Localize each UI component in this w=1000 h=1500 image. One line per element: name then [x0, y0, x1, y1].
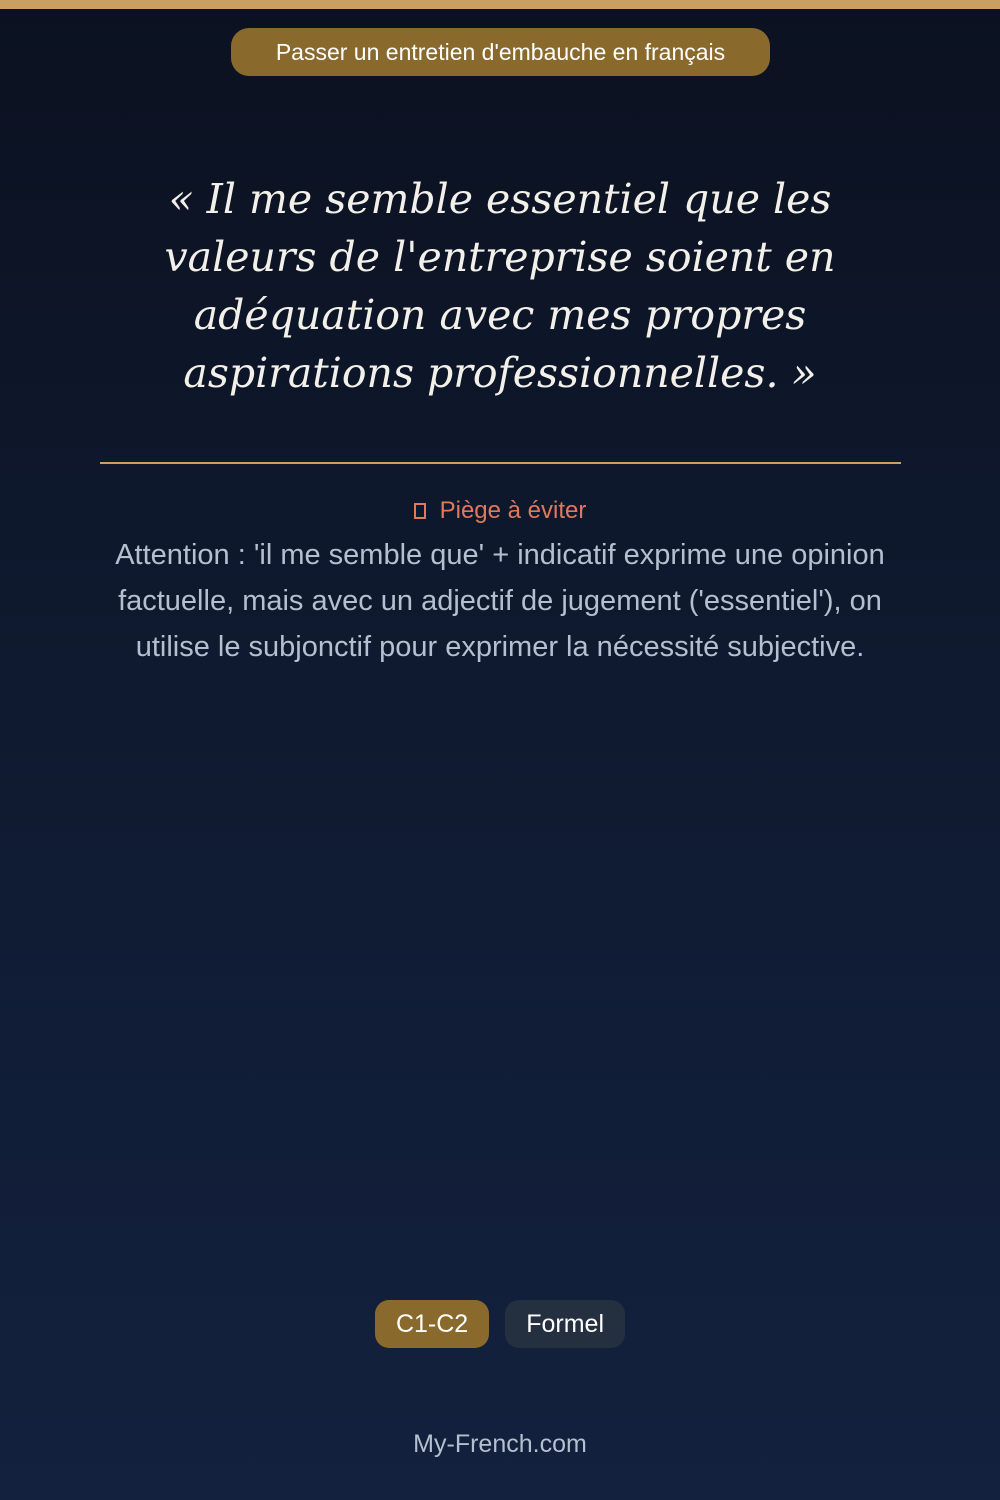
example-quote: « Il me semble essentiel que les valeurs de l'entreprise soient en adéquation avec mes propres aspirations professionnelles. »	[164, 175, 836, 397]
tip-title: Piège à éviter	[439, 497, 587, 524]
tip-header	[0, 495, 1000, 527]
level-tag: C1-C2	[375, 1300, 489, 1348]
divider	[100, 462, 901, 464]
warning-box-icon	[414, 503, 426, 519]
topic-pill: Passer un entretien d'embauche en français	[231, 28, 770, 76]
footer-site-name: My-French.com	[413, 1430, 587, 1458]
register-tag: Formel	[505, 1300, 625, 1348]
tag-list	[0, 1300, 1000, 1348]
top-accent-bar	[0, 0, 1000, 9]
tip-text: Attention : 'il me semble que' + indicatif exprime une opinion factuelle, mais avec un adjectif de jugement ('essentiel'), on utilise le subjonctif pour exprimer la nécessité subjective.	[115, 539, 885, 663]
